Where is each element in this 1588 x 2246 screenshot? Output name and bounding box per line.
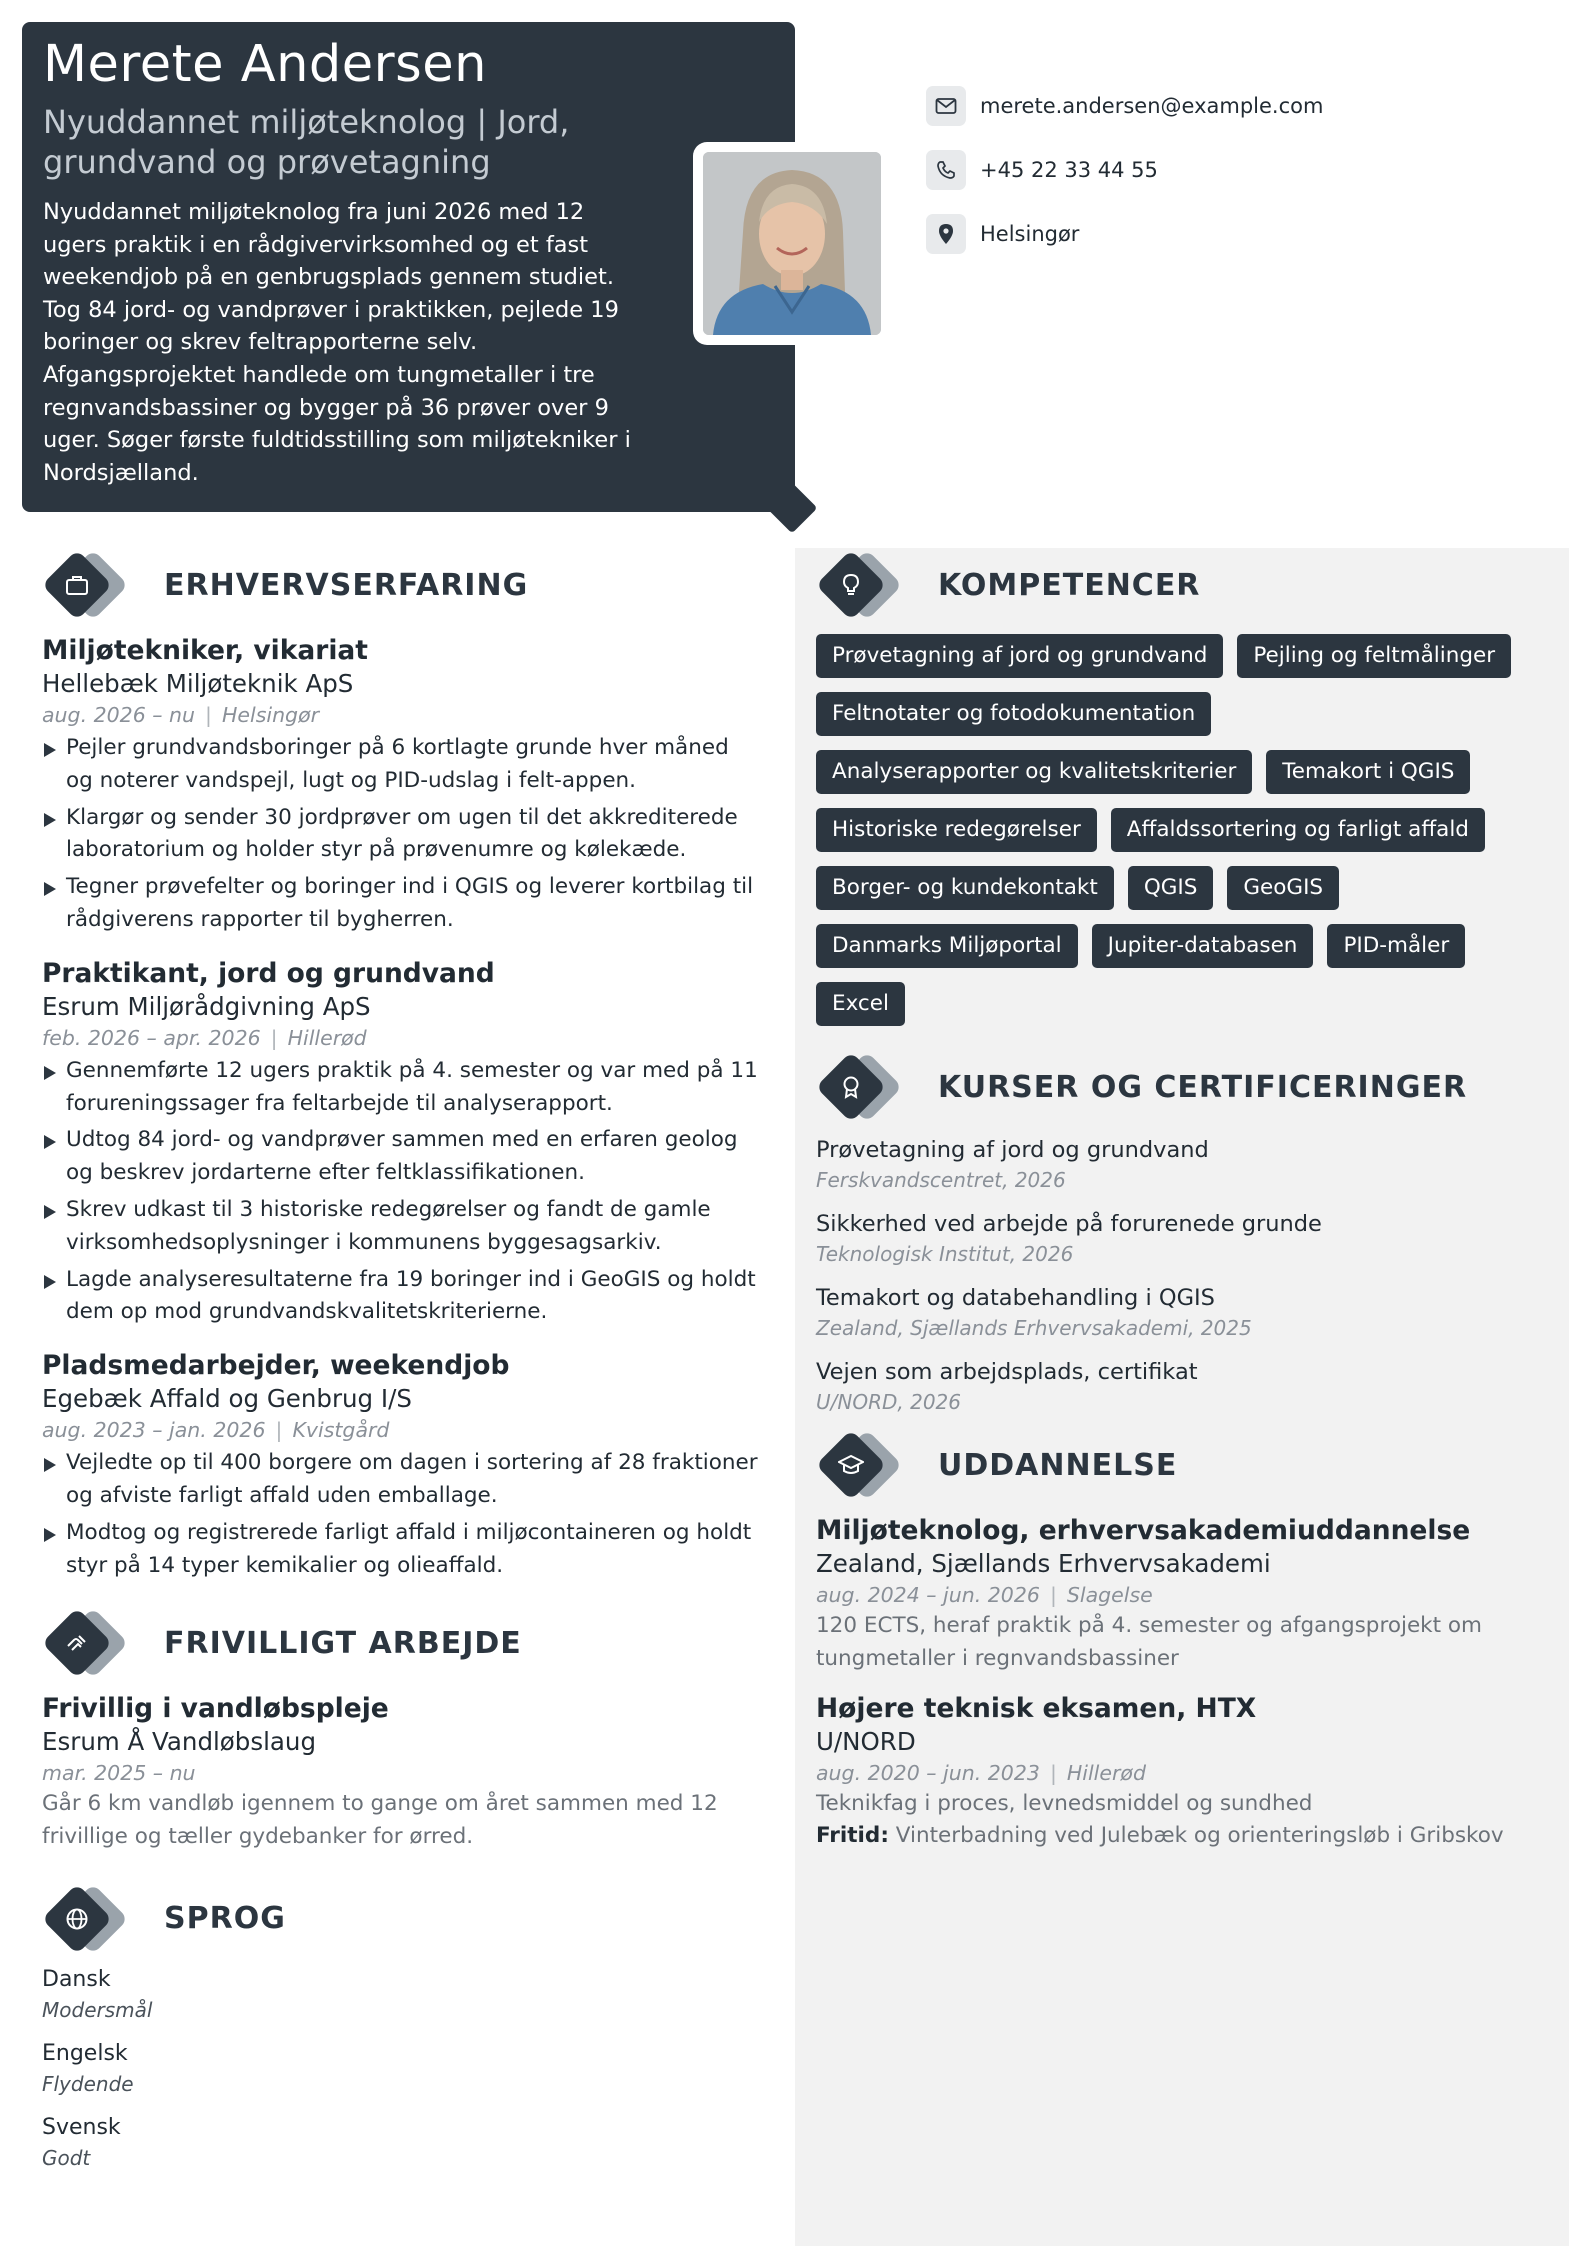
course-meta: Teknologisk Institut, 2026	[816, 1242, 1074, 1266]
job-employer: Hellebæk Miljøteknik ApS	[42, 669, 354, 698]
job-location: Hillerød	[287, 1025, 367, 1050]
bullet-item: Udtog 84 jord- og vandprøver sammen med en erfaren geolog og beskrev jordarterne efter feltklassifikationen.	[42, 1124, 762, 1190]
extra-label: Fritid:	[816, 1823, 889, 1849]
language-level: Flydende	[42, 2071, 134, 2096]
job-meta: aug. 2026 – nu | Helsingør	[42, 703, 320, 727]
course-item	[816, 1134, 1556, 1194]
education-item	[816, 1692, 1556, 1854]
job-employer: Esrum Miljørådgivning ApS	[42, 991, 371, 1021]
bullet-item: Klargør og sender 30 jordprøver om ugen til det akkrediterede laboratorium og holder styr på prøvenumre og kølekæde.	[42, 802, 762, 868]
skill-tag: Excel	[816, 982, 905, 1026]
header-panel	[22, 22, 795, 512]
left-column	[42, 550, 762, 2172]
job-bullets	[42, 1055, 762, 1329]
right-column	[816, 550, 1556, 1853]
section-languages-header	[42, 1884, 762, 1954]
course-meta: Zealand, Sjællands Erhvervsakademi, 2025	[816, 1316, 1252, 1340]
course-meta: Ferskvandscentret, 2026	[816, 1168, 1066, 1192]
contact-list	[926, 84, 1323, 276]
candidate-name: Merete Andersen	[43, 35, 487, 94]
education-meta: aug. 2020 – jun. 2023 | Hillerød	[816, 1760, 1146, 1785]
education-extra	[816, 1820, 1556, 1853]
course-item	[816, 1208, 1556, 1268]
education-item	[816, 1514, 1556, 1676]
volunteer-item	[42, 1692, 762, 1854]
experience-item	[42, 957, 762, 1329]
degree-title: Miljøteknolog, erhvervsakademiuddannelse	[816, 1515, 1471, 1546]
lightbulb-icon	[832, 566, 870, 604]
course-list	[816, 1134, 1556, 1416]
job-location: Kvistgård	[292, 1418, 390, 1443]
skill-tag: GeoGIS	[1227, 866, 1339, 910]
section-title-skills: KOMPETENCER	[938, 567, 1201, 603]
language-item	[42, 2112, 762, 2172]
bullet-item: Tegner prøvefelter og boringer ind i QGIS og leverer kortbilag til rådgiverens rapporter til bygherren.	[42, 871, 762, 937]
education-description: 120 ECTS, heraf praktik på 4. semester og afgangsprojekt om tungmetaller i regnvandsbassiner	[816, 1613, 1482, 1671]
phone-icon	[926, 150, 966, 190]
skill-tag: Prøvetagning af jord og grundvand	[816, 634, 1223, 678]
language-level: Godt	[42, 2145, 91, 2170]
bullet-item: Lagde analyseresultaterne fra 19 boringer ind i GeoGIS og holdt dem op mod grundvandskvalitetskriterierne.	[42, 1264, 762, 1330]
skill-tag: Historiske redegørelser	[816, 808, 1097, 852]
course-meta: U/NORD, 2026	[816, 1390, 961, 1414]
volunteer-description: Går 6 km vandløb igennem to gange om året sammen med 12 frivillige og tæller gydebanker for ørred.	[42, 1791, 718, 1850]
bullet-item: Modtog og registrerede farligt affald i miljøcontaineren og holdt styr på 14 typer kemikalier og olieaffald.	[42, 1517, 762, 1583]
course-name: Vejen som arbejdsplads, certifikat	[816, 1359, 1198, 1385]
graduation-cap-icon	[832, 1446, 870, 1484]
course-name: Temakort og databehandling i QGIS	[816, 1285, 1215, 1311]
job-meta: aug. 2023 – jan. 2026 | Kvistgård	[42, 1418, 390, 1443]
bullet-item: Pejler grundvandsboringer på 6 kortlagte grunde hver måned og noterer vandspejl, lugt og PID-udslag i felt-appen.	[42, 732, 762, 798]
education-description: Teknikfag i proces, levnedsmiddel og sundhed	[816, 1790, 1313, 1816]
section-title-languages: SPROG	[164, 1901, 286, 1937]
institution: U/NORD	[816, 1726, 916, 1756]
skill-tag: Affaldssortering og farligt affald	[1111, 808, 1485, 852]
course-item	[816, 1356, 1556, 1416]
contact-location-row	[926, 212, 1323, 256]
language-item	[42, 2038, 762, 2098]
language-name: Engelsk	[42, 2040, 128, 2066]
course-item	[816, 1282, 1556, 1342]
skill-tag: Feltnotater og fotodokumentation	[816, 692, 1211, 736]
section-volunteer-header	[42, 1608, 762, 1678]
skill-tag: PID-måler	[1327, 924, 1465, 968]
institution: Zealand, Sjællands Erhvervsakademi	[816, 1549, 1271, 1578]
volunteer-title: Frivillig i vandløbspleje	[42, 1693, 389, 1725]
education-dates: aug. 2024 – jun. 2026	[816, 1583, 1040, 1607]
skill-tag: QGIS	[1128, 866, 1214, 910]
education-location: Hillerød	[1066, 1760, 1146, 1785]
experience-item	[42, 1349, 762, 1582]
section-title-volunteer: FRIVILLIGT ARBEJDE	[164, 1625, 522, 1661]
education-meta: aug. 2024 – jun. 2026 | Slagelse	[816, 1583, 1153, 1607]
contact-email[interactable]: merete.andersen@example.com	[980, 94, 1324, 118]
skill-tag: Borger- og kundekontakt	[816, 866, 1114, 910]
job-bullets	[42, 732, 762, 937]
bullet-item: Vejledte op til 400 borgere om dagen i sortering af 28 fraktioner og afviste farligt affald uden emballage.	[42, 1447, 762, 1513]
skill-tag: Danmarks Miljøportal	[816, 924, 1078, 968]
contact-phone-row[interactable]	[926, 148, 1323, 192]
skill-tags	[816, 634, 1536, 1026]
job-title: Pladsmedarbejder, weekendjob	[42, 1350, 510, 1382]
education-location: Slagelse	[1066, 1583, 1153, 1607]
location-pin-icon	[926, 214, 966, 254]
job-bullets	[42, 1447, 762, 1582]
extra-text: Vinterbadning ved Julebæk og orienteringsløb i Gribskov	[895, 1823, 1504, 1849]
course-name: Prøvetagning af jord og grundvand	[816, 1137, 1209, 1163]
job-title: Praktikant, jord og grundvand	[42, 957, 495, 989]
bullet-item: Skrev udkast til 3 historiske redegørelser og fandt de gamle virksomhedsoplysninger i kommunens byggesagsarkiv.	[42, 1194, 762, 1260]
helping-hand-icon	[58, 1624, 96, 1662]
job-title: Miljøtekniker, vikariat	[42, 635, 368, 666]
section-skills-header	[816, 550, 1556, 620]
experience-item	[42, 634, 762, 937]
job-location: Helsingør	[221, 703, 320, 727]
language-item	[42, 1964, 762, 2024]
section-experience-header	[42, 550, 762, 620]
profile-summary: Nyuddannet miljøteknolog fra juni 2026 med 12 ugers praktik i en rådgivervirksomhed og et fast weekendjob på en genbrugsplads gennem studiet. Tog 84 jord- og vandprøver i praktikken, pejlede 19 boringer og skrev feltrapporterne selv. Afgangsprojektet handlede om tungmetaller i tre regnvandsbassiner og bygger på 36 prøver over 9 uger. Søger første fuldtidsstilling som miljøtekniker i Nordsjælland.	[43, 199, 631, 486]
certificate-badge-icon	[832, 1068, 870, 1106]
degree-title: Højere teknisk eksamen, HTX	[816, 1692, 1257, 1724]
language-level: Modersmål	[42, 1997, 153, 2022]
volunteer-dates: mar. 2025 – nu	[42, 1761, 196, 1786]
mail-icon	[926, 86, 966, 126]
skill-tag: Pejling og feltmålinger	[1237, 634, 1511, 678]
job-dates: aug. 2026 – nu	[42, 703, 196, 727]
job-meta: feb. 2026 – apr. 2026 | Hillerød	[42, 1025, 367, 1050]
job-dates: feb. 2026 – apr. 2026	[42, 1025, 261, 1050]
briefcase-icon	[58, 566, 96, 604]
bullet-item: Gennemførte 12 ugers praktik på 4. semester og var med på 11 forureningssager fra feltarbejde til analyserapport.	[42, 1055, 762, 1121]
skill-tag: Jupiter-databasen	[1092, 924, 1314, 968]
profile-photo	[703, 152, 881, 335]
contact-phone[interactable]: +45 22 33 44 55	[980, 158, 1158, 182]
section-education-header	[816, 1430, 1556, 1500]
skill-tag: Analyserapporter og kvalitetskriterier	[816, 750, 1252, 794]
headline: Nyuddannet miljøteknolog | Jord, grundvand og prøvetagning	[43, 103, 570, 181]
skill-tag: Temakort i QGIS	[1266, 750, 1470, 794]
language-name: Svensk	[42, 2114, 121, 2140]
contact-email-row[interactable]	[926, 84, 1323, 128]
section-title-experience: ERHVERVSERFARING	[164, 567, 529, 603]
course-name: Sikkerhed ved arbejde på forurenede grunde	[816, 1211, 1322, 1237]
volunteer-org: Esrum Å Vandløbslaug	[42, 1727, 317, 1757]
job-employer: Egebæk Affald og Genbrug I/S	[42, 1384, 412, 1414]
education-dates: aug. 2020 – jun. 2023	[816, 1760, 1040, 1785]
contact-location: Helsingør	[980, 222, 1080, 246]
job-dates: aug. 2023 – jan. 2026	[42, 1418, 266, 1443]
section-title-education: UDDANNELSE	[938, 1447, 1178, 1483]
section-title-courses: KURSER OG CERTIFICERINGER	[938, 1069, 1468, 1105]
profile-photo-frame	[693, 142, 891, 345]
language-name: Dansk	[42, 1966, 111, 1992]
globe-icon	[58, 1900, 96, 1938]
section-courses-header	[816, 1052, 1556, 1122]
